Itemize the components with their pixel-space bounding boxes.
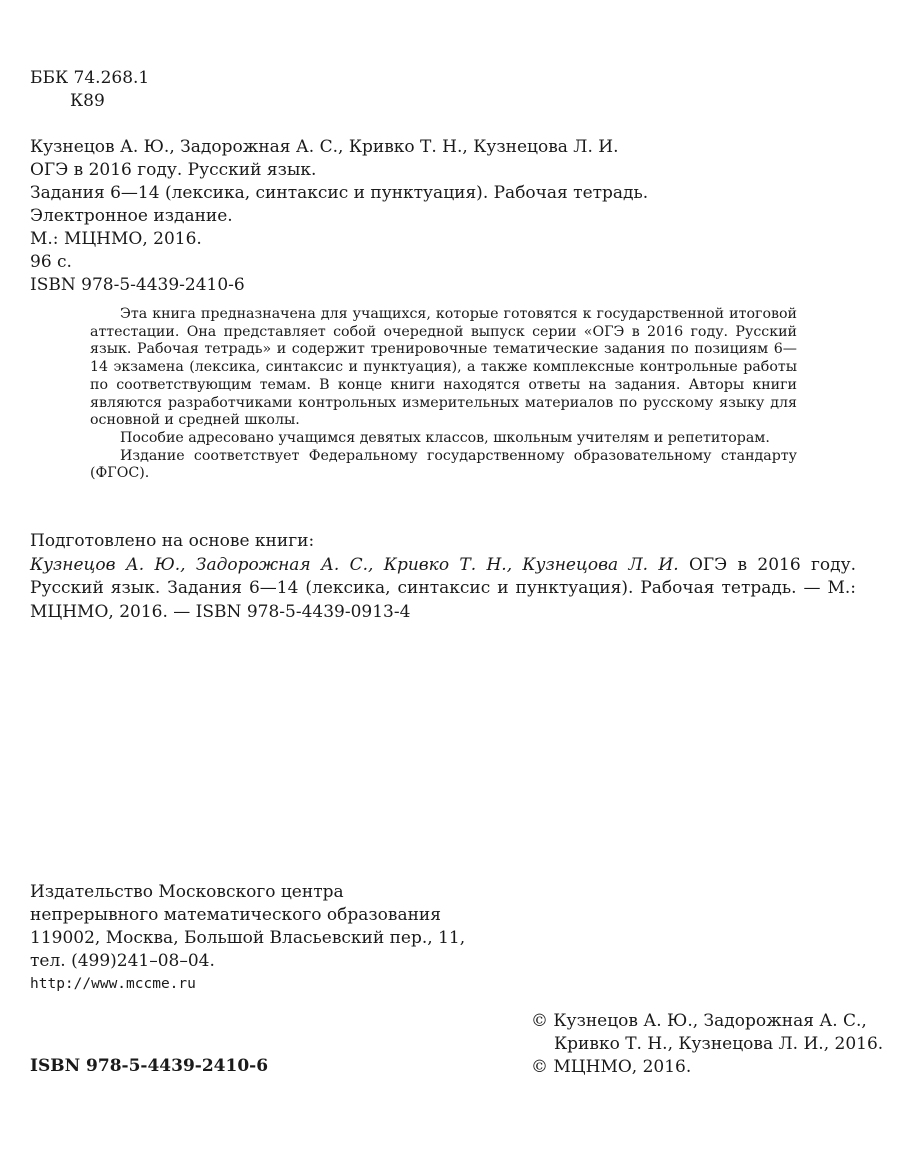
based-on-title: ОГЭ в 2016 году. Русский язык. Задания 6—14 (лексика, синтаксис и пунктуация). Рабочая тетрадь. — М.: МЦНМО, 2016. — ISBN 978-5-4439-0913-4 <box>30 554 857 622</box>
copyright-block <box>531 1010 883 1079</box>
record-edition: Электронное издание. <box>30 206 233 226</box>
bbk-code: ББК 74.268.1 <box>30 68 150 88</box>
publisher-url[interactable]: http://www.mccme.ru <box>30 976 196 992</box>
publisher-phone: тел. (499)241–08–04. <box>30 951 215 971</box>
record-imprint: М.: МЦНМО, 2016. <box>30 229 202 249</box>
publisher-block <box>30 881 465 996</box>
based-on-authors: Кузнецов А. Ю., Задорожная А. С., Кривко Т. Н., Кузнецова Л. И. <box>30 554 679 575</box>
copyright-authors: © Кузнецов А. Ю., Задорожная А. С., <box>531 1011 867 1031</box>
record-authors: Кузнецов А. Ю., Задорожная А. С., Кривко Т. Н., Кузнецова Л. И. <box>30 137 619 157</box>
copyright-publisher: © МЦНМО, 2016. <box>531 1057 692 1077</box>
abstract-paragraph: Издание соответствует Федеральному государственному образовательному стандарту (ФГОС). <box>90 447 797 482</box>
isbn-bottom: ISBN 978-5-4439-2410-6 <box>30 1056 269 1076</box>
abstract-paragraph: Эта книга предназначена для учащихся, которые готовятся к государственной итоговой аттестации. Она представляет собой очередной выпуск серии «ОГЭ в 2016 году. Русский язык. Рабочая тетрадь» и содержит тренировочные тематические задания по позициям 6—14 экзамена (лексика, синтаксис и пунктуация), а также комплексные контрольные работы по соответствующим темам. В конце книги находятся ответы на задания. Авторы книги являются разработчиками контрольных измерительных материалов по русскому языку для основной и средней школы. <box>90 306 797 429</box>
record-subtitle: Задания 6—14 (лексика, синтаксис и пунктуация). Рабочая тетрадь. <box>30 183 649 203</box>
record-title: ОГЭ в 2016 году. Русский язык. <box>30 160 317 180</box>
publisher-address: 119002, Москва, Большой Власьевский пер., 11, <box>30 928 466 948</box>
abstract <box>90 306 797 483</box>
publisher-name-line2: непрерывного математического образования <box>30 905 441 925</box>
bbk-block <box>30 67 149 113</box>
record-pages: 96 с. <box>30 252 72 272</box>
based-on-reference <box>30 554 856 625</box>
copyright-authors-cont: Кривко Т. Н., Кузнецова Л. И., 2016. <box>554 1034 884 1054</box>
publisher-name-line1: Издательство Московского центра <box>30 882 344 902</box>
bibliographic-record <box>30 136 648 297</box>
author-mark: К89 <box>70 91 105 111</box>
based-on-heading: Подготовлено на основе книги: <box>30 531 315 551</box>
based-on-block <box>30 530 856 624</box>
abstract-paragraph: Пособие адресовано учащимся девятых классов, школьным учителям и репетиторам. <box>120 429 770 446</box>
record-isbn: ISBN 978-5-4439-2410-6 <box>30 275 245 295</box>
